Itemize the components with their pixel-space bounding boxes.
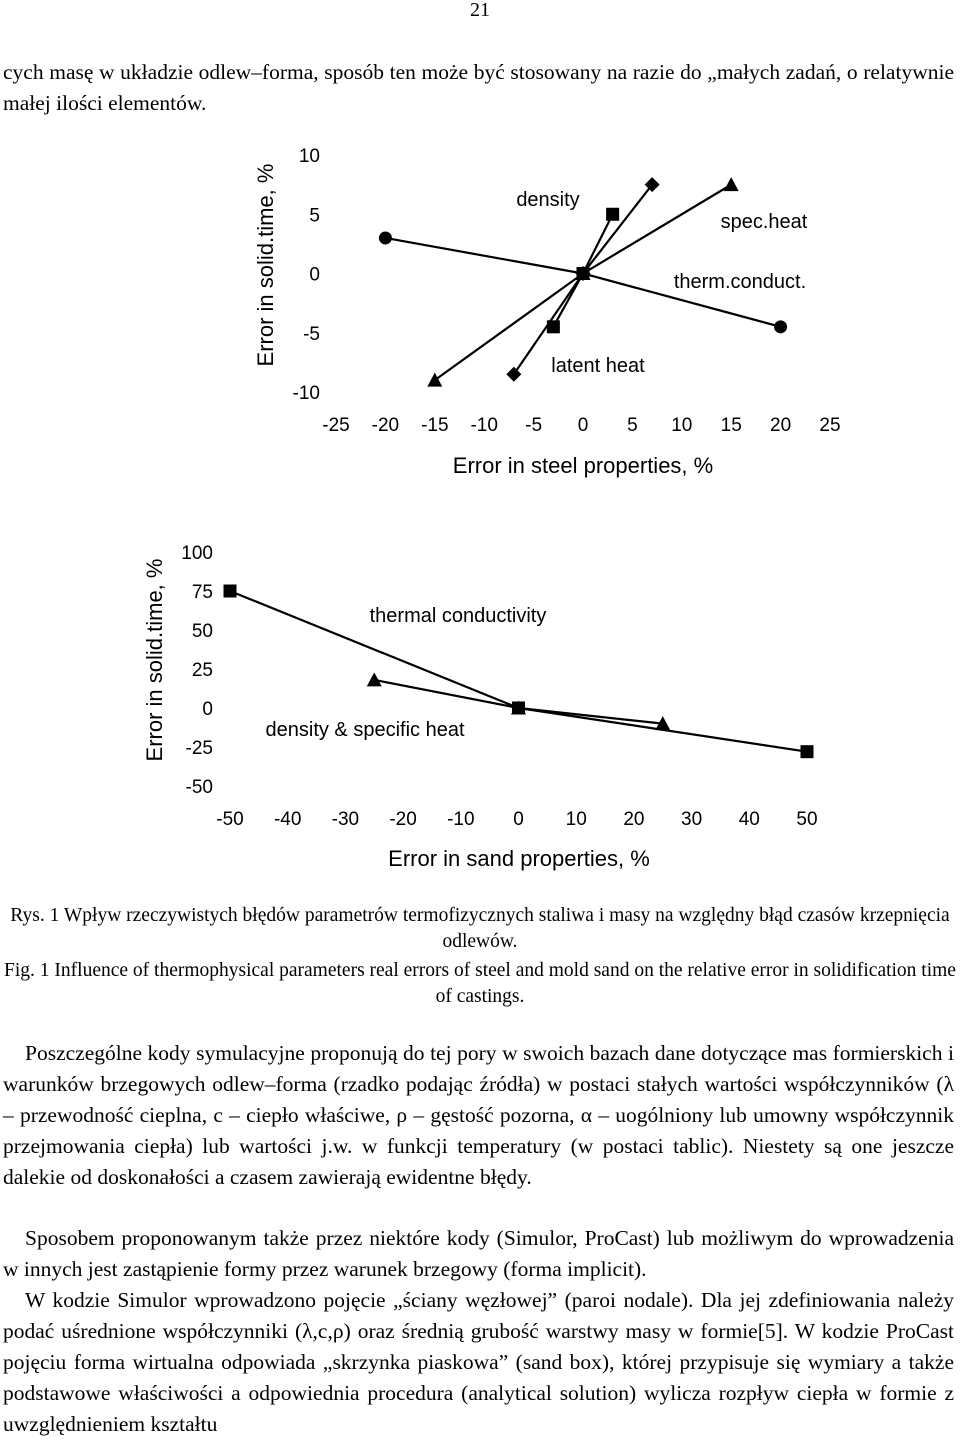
- y-tick-label: 25: [191, 660, 213, 681]
- annotation-latent-heat: latent heat: [551, 355, 645, 377]
- x-tick-label: 20: [623, 809, 645, 830]
- y-tick-label: -25: [185, 738, 213, 759]
- x-tick-label: -10: [470, 415, 498, 436]
- y-tick-label: -10: [292, 383, 320, 404]
- x-axis-label: Error in sand properties, %: [388, 846, 650, 871]
- x-tick-label: -50: [216, 809, 244, 830]
- y-tick-label: 75: [191, 582, 213, 603]
- data-point-therm-conduct: [774, 320, 787, 333]
- x-tick-label: -20: [389, 809, 417, 830]
- caption-text: Influence of thermophysical parameters real errors of steel and mold sand on the relative error in solidification time of castings.: [49, 960, 956, 1007]
- y-tick-label: -50: [185, 777, 213, 798]
- data-point-thermal-conductivity: [224, 585, 237, 598]
- data-point-spec-heat: [427, 373, 442, 387]
- y-axis-label: Error in solid.time, %: [142, 558, 167, 762]
- sand-properties-chart: [0, 530, 960, 875]
- annotation-therm-conduct: therm.conduct.: [673, 271, 807, 293]
- annotation-spec-heat: spec.heat: [720, 211, 808, 233]
- body-paragraph: Poszczególne kody symulacyjne proponują do tej pory w swoich bazach dane dotyczące mas formierskich i warunków brzegowych odlew–forma (rzadko podając źródła) w postaci stałych wartości współczynników (λ – przewodność cieplna, c – ciepło właściwe, ρ – gęstość pozorna, α – uogólniony lub umowny współczynnik przejmowania ciepła) lub wartości j.w. w funkcji temperatury (w postaci tablic). Niestety są one jeszcze dalekie od doskonałości a czasem zawierają ewidentne błędy.: [3, 1041, 954, 1189]
- y-tick-label: 0: [202, 699, 213, 720]
- annotation-density: density: [516, 189, 580, 211]
- annotation-density-specific-heat: density & specific heat: [265, 719, 465, 741]
- y-tick-label: 0: [309, 264, 320, 286]
- intro-paragraph: cych masę w układzie odlew–forma, sposób ten może być stosowany na razie do „małych zadań, o relatywnie małej ilości elementów.: [3, 60, 954, 115]
- annotation-thermal-conductivity: thermal conductivity: [369, 605, 547, 627]
- figure-caption-en: [0, 958, 960, 1010]
- x-tick-label: 40: [738, 809, 760, 830]
- y-tick-label: -5: [303, 323, 320, 345]
- x-tick-label: -30: [331, 809, 360, 830]
- x-tick-label: 5: [627, 415, 638, 436]
- body-paragraph: Sposobem proponowanym także przez niektóre kody (Simulor, ProCast) lub możliwym do wprowadzenia w innych jest zastąpienie formy przez warunek brzegowy (forma implicit).: [3, 1226, 954, 1281]
- x-tick-label: -10: [447, 809, 475, 830]
- x-tick-label: 0: [513, 809, 524, 830]
- y-axis-label: Error in solid.time, %: [253, 163, 278, 367]
- x-tick-label: 15: [720, 415, 742, 436]
- data-point-spec-heat: [724, 177, 739, 191]
- x-tick-label: 10: [671, 415, 693, 436]
- y-tick-label: 100: [181, 543, 213, 564]
- y-tick-label: 5: [309, 205, 320, 227]
- caption-label: Fig. 1: [4, 960, 50, 981]
- x-tick-label: 20: [770, 415, 792, 436]
- data-point-thermal-conductivity: [801, 745, 814, 758]
- x-tick-label: 25: [819, 415, 841, 436]
- body-paragraph: W kodzie Simulor wprowadzono pojęcie „ściany węzłowej” (paroi nodale). Dla jej zdefiniowania należy podać uśrednione współczynniki (λ,c,ρ) oraz średnią grubość warstwy masy w formie[5]. W kodzie ProCast pojęciu forma wirtualna odpowiada „skrzynka piaskowa” (sand box), której przypisuje się wymiary a także podstawowe właściwości a odpowiednia procedura (analytical solution) wylicza rozpływ ciepła w formie z uwzględnieniem kształtu: [3, 1288, 954, 1436]
- x-tick-label: 50: [796, 809, 818, 830]
- caption-text: Wpływ rzeczywistych błędów parametrów termofizycznych staliwa i masy na względny błąd czasów krzepnięcia odlewów.: [59, 905, 950, 952]
- page-number: 21: [470, 0, 490, 21]
- steel-properties-chart: [0, 130, 960, 490]
- y-tick-label: 50: [191, 621, 213, 642]
- x-tick-label: 10: [565, 809, 587, 830]
- x-tick-label: 0: [577, 415, 589, 436]
- data-point-therm-conduct: [379, 231, 392, 244]
- data-point-latent-heat: [506, 367, 521, 382]
- x-tick-label: -20: [371, 415, 400, 436]
- caption-label: Rys. 1: [10, 905, 60, 926]
- y-tick-label: 10: [298, 146, 320, 167]
- x-tick-label: -25: [322, 415, 350, 436]
- x-axis-label: Error in steel properties, %: [452, 453, 714, 478]
- x-tick-label: -40: [273, 809, 302, 830]
- figure-caption-pl: [0, 903, 960, 955]
- x-tick-label: -15: [421, 415, 449, 436]
- data-point-density: [606, 208, 619, 221]
- x-tick-label: 30: [681, 809, 703, 830]
- data-point-density-specific-heat: [367, 672, 382, 686]
- x-tick-label: -5: [525, 415, 543, 436]
